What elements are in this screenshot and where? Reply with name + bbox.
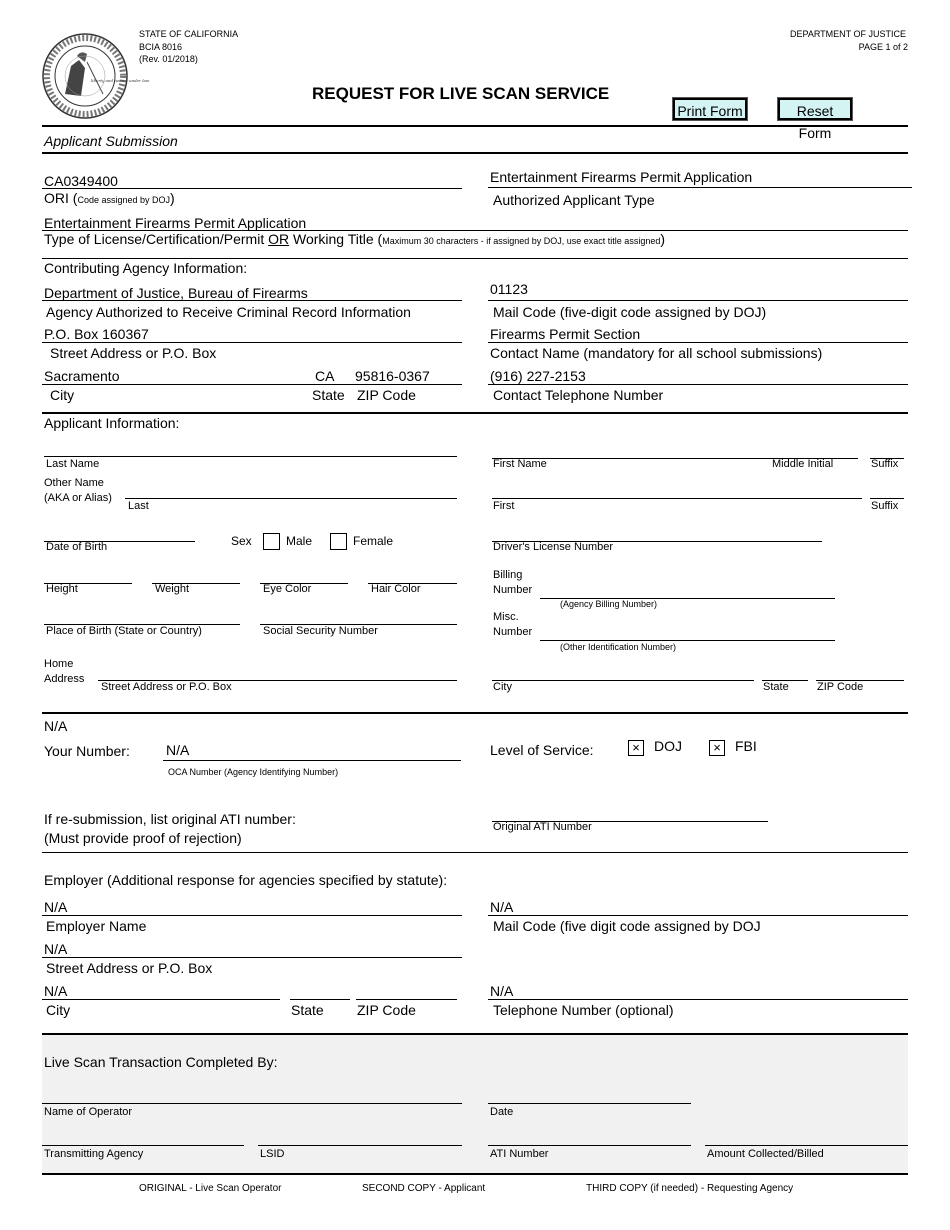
billing-note: (Agency Billing Number)	[560, 599, 658, 609]
form-title: REQUEST FOR LIVE SCAN SERVICE	[312, 84, 610, 103]
home-state-label: State	[763, 681, 789, 693]
ssn-label: Social Security Number	[263, 625, 378, 637]
print-form-button[interactable]: Print Form	[673, 98, 747, 120]
operator-label: Name of Operator	[44, 1106, 133, 1118]
place-of-birth-label: Place of Birth (State or Country)	[46, 625, 202, 637]
agency-label: Agency Authorized to Receive Criminal Record Information	[46, 304, 411, 320]
na-value[interactable]: N/A	[44, 718, 68, 734]
employer-state-line[interactable]	[290, 999, 350, 1000]
page-number: PAGE 1 of 2	[858, 42, 908, 52]
employer-zip-label: ZIP Code	[357, 1002, 416, 1018]
misc-line[interactable]	[540, 640, 835, 641]
home-label: Home	[44, 658, 74, 670]
divider	[42, 1173, 908, 1175]
last-name-line[interactable]	[44, 456, 457, 457]
ati-label: ATI Number	[490, 1148, 549, 1160]
ori-value[interactable]: CA0349400	[44, 173, 118, 189]
fbi-label: FBI	[735, 738, 757, 754]
date-label: Date	[490, 1106, 514, 1118]
misc-note: (Other Identification Number)	[560, 642, 677, 652]
middle-initial-label: Middle Initial	[772, 458, 834, 470]
employer-heading: Employer (Additional response for agencies specified by statute):	[44, 872, 448, 888]
applicant-info-heading: Applicant Information:	[44, 415, 180, 431]
department-label: DEPARTMENT OF JUSTICE	[789, 29, 906, 39]
footer-original: ORIGINAL - Live Scan Operator	[139, 1183, 282, 1194]
divider	[42, 852, 908, 853]
ori-label: ORI (Code assigned by DOJ)	[44, 190, 175, 206]
employer-street-label: Street Address or P.O. Box	[46, 960, 213, 976]
amount-line[interactable]	[705, 1145, 908, 1146]
seal-motto: liberty and justice under law	[91, 78, 150, 83]
employer-phone-line	[488, 999, 908, 1000]
state-value[interactable]: CA	[315, 368, 335, 384]
drivers-license-label: Driver's License Number	[493, 541, 614, 553]
hair-color-label: Hair Color	[371, 583, 421, 595]
fbi-checkbox[interactable]: ×	[709, 740, 725, 756]
proof-note: (Must provide proof of rejection)	[44, 830, 242, 846]
employer-phone-label: Telephone Number (optional)	[493, 1002, 674, 1018]
street-label: Street Address or P.O. Box	[50, 345, 217, 361]
footer-third: THIRD COPY (if needed) - Requesting Agency	[586, 1183, 794, 1194]
oca-note: OCA Number (Agency Identifying Number)	[168, 767, 339, 777]
employer-street-value[interactable]: N/A	[44, 941, 68, 957]
ati-line[interactable]	[488, 1145, 691, 1146]
lsid-label: LSID	[260, 1148, 285, 1160]
billing-number-label: Number	[493, 584, 533, 596]
your-number-value[interactable]: N/A	[166, 742, 190, 758]
employer-name-label: Employer Name	[46, 918, 147, 934]
aka-last-line[interactable]	[125, 498, 457, 499]
divider	[42, 412, 908, 414]
city-label: City	[50, 387, 75, 403]
live-scan-heading: Live Scan Transaction Completed By:	[44, 1054, 278, 1070]
state-label: STATE OF CALIFORNIA	[139, 29, 239, 39]
original-ati-label: Original ATI Number	[493, 821, 592, 833]
mail-code-value[interactable]: 01123	[490, 281, 528, 297]
your-number-label: Your Number:	[44, 743, 130, 759]
phone-label: Contact Telephone Number	[493, 387, 664, 403]
employer-city-label: City	[46, 1002, 71, 1018]
home-city-label: City	[493, 681, 512, 693]
home-street-label: Street Address or P.O. Box	[101, 681, 232, 693]
first-name-label: First Name	[493, 458, 547, 470]
employer-street-line	[42, 957, 462, 958]
date-line[interactable]	[488, 1103, 691, 1104]
applicant-submission-label: Applicant Submission	[44, 133, 178, 149]
phone-line	[488, 384, 908, 385]
street-field-line	[42, 342, 462, 343]
employer-mail-value[interactable]: N/A	[490, 899, 514, 915]
footer-second: SECOND COPY - Applicant	[362, 1183, 486, 1194]
resubmission-label: If re-submission, list original ATI number:	[44, 811, 296, 827]
aka-last-label: Last	[128, 500, 149, 512]
agency-field-line	[42, 300, 462, 301]
billing-label: Billing	[493, 569, 523, 581]
home-zip-label: ZIP Code	[817, 681, 864, 693]
suffix-label: Suffix	[871, 458, 899, 470]
divider	[42, 258, 908, 259]
address-label: Address	[44, 673, 85, 685]
level-of-service-label: Level of Service:	[490, 742, 594, 758]
last-name-label: Last Name	[46, 458, 100, 470]
doj-label: DOJ	[654, 738, 682, 754]
divider	[42, 125, 908, 127]
california-doj-seal	[41, 32, 150, 120]
contact-line	[488, 342, 908, 343]
employer-name-value[interactable]: N/A	[44, 899, 68, 915]
employer-state-label: State	[291, 1002, 324, 1018]
zip-value[interactable]: 95816-0367	[355, 368, 430, 384]
mail-code-line	[488, 300, 908, 301]
employer-mail-line	[488, 915, 908, 916]
eye-color-label: Eye Color	[263, 583, 312, 595]
aka-first-line[interactable]	[492, 498, 862, 499]
license-value[interactable]: Entertainment Firearms Permit Application	[44, 215, 307, 231]
applicant-type-line	[488, 187, 912, 188]
amount-label: Amount Collected/Billed	[707, 1148, 824, 1160]
license-label: Type of License/Certification/Permit OR Working Title (Maximum 30 characters - if assigned by DOJ, use exact title assigned)	[44, 231, 666, 247]
weight-label: Weight	[155, 583, 190, 595]
transmitting-label: Transmitting Agency	[44, 1148, 144, 1160]
employer-city-line	[42, 999, 280, 1000]
height-label: Height	[46, 583, 78, 595]
doj-checkbox[interactable]: ×	[628, 740, 644, 756]
street-value[interactable]: P.O. Box 160367	[44, 326, 149, 342]
sex-label: Sex	[231, 534, 252, 548]
aka-label: (AKA or Alias)	[44, 492, 112, 504]
operator-line[interactable]	[42, 1103, 462, 1104]
aka-suffix-label: Suffix	[871, 500, 899, 512]
contact-value[interactable]: Firearms Permit Section	[490, 326, 641, 342]
misc-label: Misc.	[493, 611, 519, 623]
agency-value[interactable]: Department of Justice, Bureau of Firearms	[44, 285, 308, 301]
contributing-agency-heading: Contributing Agency Information:	[44, 260, 248, 276]
lsid-line[interactable]	[258, 1145, 462, 1146]
transmitting-line[interactable]	[42, 1145, 244, 1146]
male-checkbox[interactable]	[263, 533, 280, 550]
form-number: BCIA 8016	[139, 42, 183, 52]
your-number-line	[163, 760, 461, 761]
dob-label: Date of Birth	[46, 541, 108, 553]
ori-field-line	[42, 188, 462, 189]
state-label: State	[312, 387, 345, 403]
female-label: Female	[353, 534, 394, 548]
employer-name-line	[42, 915, 462, 916]
female-checkbox[interactable]	[330, 533, 347, 550]
male-label: Male	[286, 534, 313, 548]
other-name-label: Other Name	[44, 477, 104, 489]
home-city-line[interactable]	[492, 680, 754, 681]
phone-value[interactable]: (916) 227-2153	[490, 368, 586, 384]
zip-label: ZIP Code	[357, 387, 416, 403]
reset-form-button[interactable]: Reset Form	[778, 98, 852, 120]
employer-zip-line[interactable]	[356, 999, 457, 1000]
misc-number-label: Number	[493, 626, 533, 638]
employer-phone-value[interactable]: N/A	[490, 983, 514, 999]
revision: (Rev. 01/2018)	[139, 54, 198, 64]
applicant-type-value[interactable]: Entertainment Firearms Permit Application	[490, 169, 753, 185]
contact-label: Contact Name (mandatory for all school submissions)	[490, 345, 823, 361]
divider	[42, 152, 908, 154]
aka-first-label: First	[493, 500, 515, 512]
divider	[42, 712, 908, 714]
aka-suffix-line[interactable]	[870, 498, 904, 499]
divider	[42, 1033, 908, 1035]
city-field-line	[42, 384, 462, 385]
employer-city-value[interactable]: N/A	[44, 983, 68, 999]
city-value[interactable]: Sacramento	[44, 368, 120, 384]
mail-code-label: Mail Code (five-digit code assigned by DOJ)	[493, 304, 767, 320]
employer-mail-label: Mail Code (five digit code assigned by DOJ	[493, 918, 761, 934]
applicant-type-label: Authorized Applicant Type	[493, 192, 655, 208]
